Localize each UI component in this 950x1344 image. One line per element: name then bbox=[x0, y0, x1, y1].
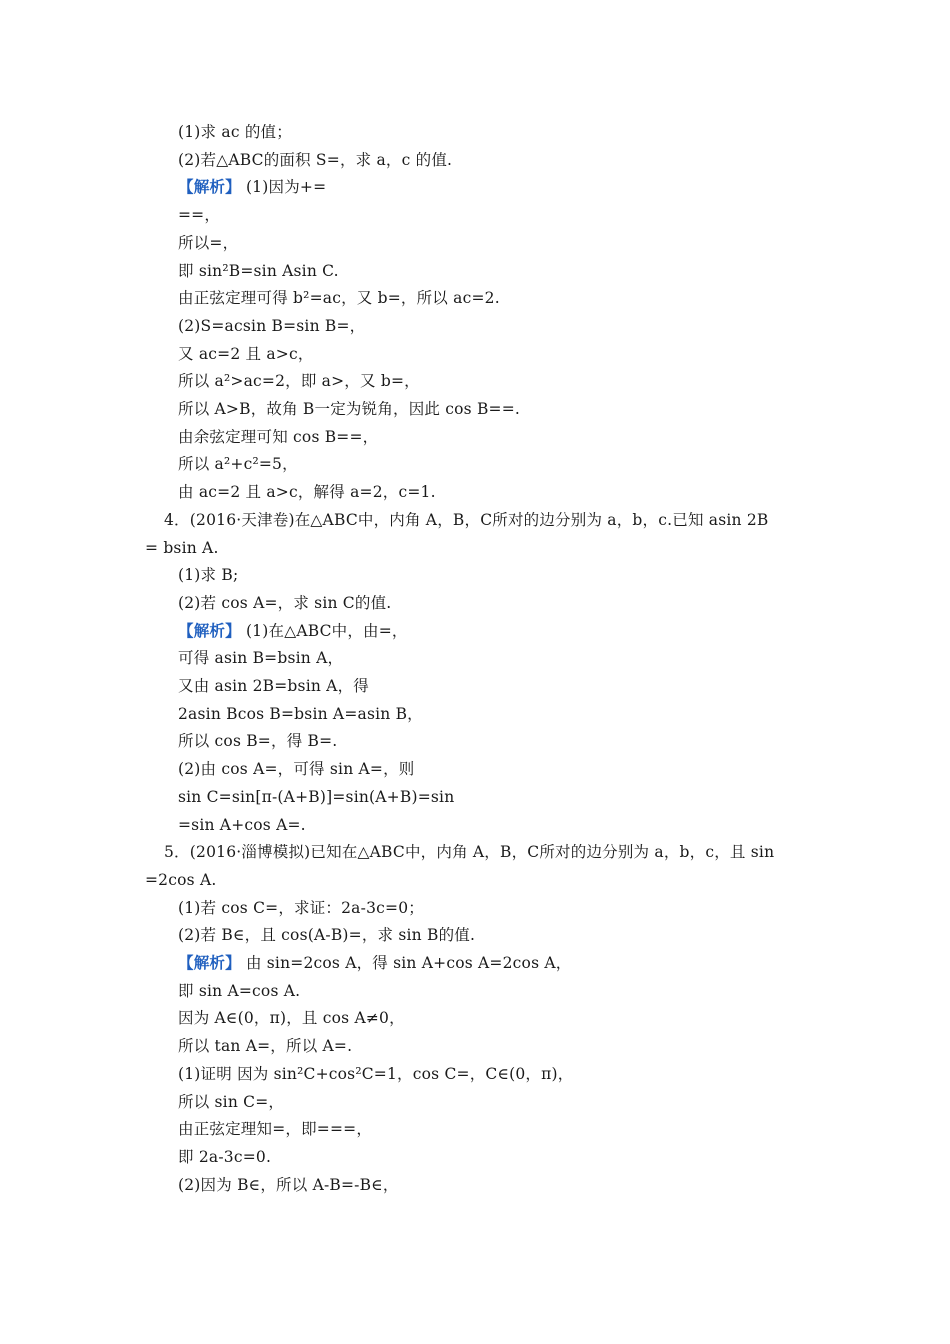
line-text: 即 2a-3c=0. bbox=[178, 1147, 272, 1166]
text-line bbox=[164, 838, 774, 866]
line-text: (2)若△ABC的面积 S=，求 a，c 的值. bbox=[178, 150, 453, 169]
text-line bbox=[178, 1060, 573, 1088]
line-text: (1)因为+= bbox=[240, 178, 327, 197]
solution-tag: 【解析】 bbox=[178, 620, 241, 640]
line-text: 所以 A>B，故角 B一定为锐角，因此 cos B==. bbox=[178, 400, 521, 418]
text-line bbox=[178, 1115, 372, 1143]
line-text: 5．(2016·淄博模拟)已知在△ABC中，内角 A，B，C所对的边分别为 a，b，c，且 sin bbox=[164, 843, 775, 862]
line-text: =sin A+cos A=. bbox=[178, 815, 306, 834]
text-line bbox=[178, 229, 238, 257]
text-line bbox=[178, 257, 339, 285]
text-line bbox=[178, 589, 391, 617]
text-line bbox=[178, 644, 343, 672]
line-text: (2)若 B∈，且 cos(A-B)=，求 sin B的值. bbox=[178, 926, 476, 945]
line-text: (2)由 cos A=，可得 sin A=，则 bbox=[178, 760, 415, 779]
line-text: 所以 cos B=，得 B=. bbox=[178, 732, 338, 751]
text-line bbox=[178, 1143, 271, 1171]
text-line bbox=[145, 866, 216, 894]
text-line bbox=[178, 949, 571, 977]
line-text: 由余弦定理可知 cos B==， bbox=[178, 427, 379, 446]
line-text: (2)因为 B∈，所以 A-B=-B∈， bbox=[178, 1175, 399, 1194]
text-line bbox=[178, 1171, 399, 1199]
line-text: 2asin Bcos B=bsin A=asin B， bbox=[178, 704, 423, 723]
text-line bbox=[178, 395, 520, 423]
line-text: 即 sin²B=sin Asin C. bbox=[178, 261, 339, 280]
text-line bbox=[178, 783, 454, 811]
line-text: 又 ac=2 且 a>c， bbox=[178, 344, 314, 363]
text-line bbox=[178, 367, 420, 395]
text-line bbox=[145, 534, 219, 562]
text-line bbox=[178, 201, 220, 229]
line-text: (2)若 cos A=，求 sin C的值. bbox=[178, 593, 392, 612]
line-text: 由正弦定理可得 b²=ac，又 b=，所以 ac=2. bbox=[178, 289, 500, 308]
text-line bbox=[178, 423, 378, 451]
text-line bbox=[178, 312, 365, 340]
line-text: 即 sin A=cos A. bbox=[178, 981, 301, 1000]
text-line bbox=[164, 506, 769, 534]
line-text: 由正弦定理知=，即===， bbox=[178, 1120, 373, 1139]
line-text: 由 ac=2 且 a>c，解得 a=2，c=1. bbox=[178, 483, 436, 502]
line-text: 可得 asin B=bsin A， bbox=[178, 649, 344, 668]
text-line bbox=[178, 340, 314, 368]
line-text: (1)若 cos C=，求证：2a-3c=0； bbox=[178, 898, 424, 917]
text-line bbox=[178, 478, 436, 506]
line-text: ==， bbox=[178, 206, 221, 225]
solution-tag: 【解析】 bbox=[178, 953, 241, 972]
text-line bbox=[178, 118, 292, 146]
text-line bbox=[178, 146, 452, 174]
line-text: 由 sin=2cos A，得 sin A+cos A=2cos A， bbox=[240, 954, 572, 972]
line-text: = bsin A. bbox=[145, 538, 219, 557]
text-line bbox=[178, 672, 369, 700]
text-line bbox=[178, 450, 298, 478]
line-text: (1)证明 因为 sin²C+cos²C=1，cos C=，C∈(0，π)， bbox=[178, 1064, 574, 1083]
line-text: 所以 a²+c²=5， bbox=[178, 455, 298, 474]
text-line bbox=[178, 1032, 352, 1060]
line-text: 所以=， bbox=[178, 233, 239, 252]
line-text: 因为 A∈(0，π)，且 cos A≠0， bbox=[178, 1009, 405, 1028]
line-text: (2)S=acsin B=sin B=， bbox=[178, 316, 366, 335]
text-line bbox=[178, 921, 475, 949]
text-line bbox=[178, 1004, 405, 1032]
line-text: 所以 tan A=，所以 A=. bbox=[178, 1037, 353, 1056]
text-line bbox=[178, 1088, 284, 1116]
text-line bbox=[178, 700, 423, 728]
text-line bbox=[178, 617, 408, 645]
line-text: 4．(2016·天津卷)在△ABC中，内角 A，B，C所对的边分别为 a，b，c.已知 asin 2B bbox=[164, 510, 769, 529]
text-line bbox=[178, 284, 500, 312]
line-text: (1)在△ABC中，由=， bbox=[240, 621, 408, 640]
line-text: 所以 a²>ac=2，即 a>，又 b=， bbox=[178, 372, 420, 391]
text-line bbox=[178, 561, 238, 589]
line-text: sin C=sin[π-(A+B)]=sin(A+B)=sin bbox=[178, 787, 455, 806]
text-line bbox=[178, 727, 337, 755]
text-line bbox=[178, 173, 326, 201]
line-text: 又由 asin 2B=bsin A，得 bbox=[178, 677, 369, 695]
text-line bbox=[178, 894, 424, 922]
text-line bbox=[178, 977, 300, 1005]
solution-tag: 【解析】 bbox=[178, 177, 241, 197]
text-line bbox=[178, 755, 415, 783]
line-text: =2cos A. bbox=[145, 870, 217, 889]
line-text: (1)求 ac 的值； bbox=[178, 123, 292, 141]
line-text: (1)求 B; bbox=[178, 566, 239, 585]
text-line bbox=[178, 811, 306, 839]
line-text: 所以 sin C=， bbox=[178, 1092, 285, 1111]
